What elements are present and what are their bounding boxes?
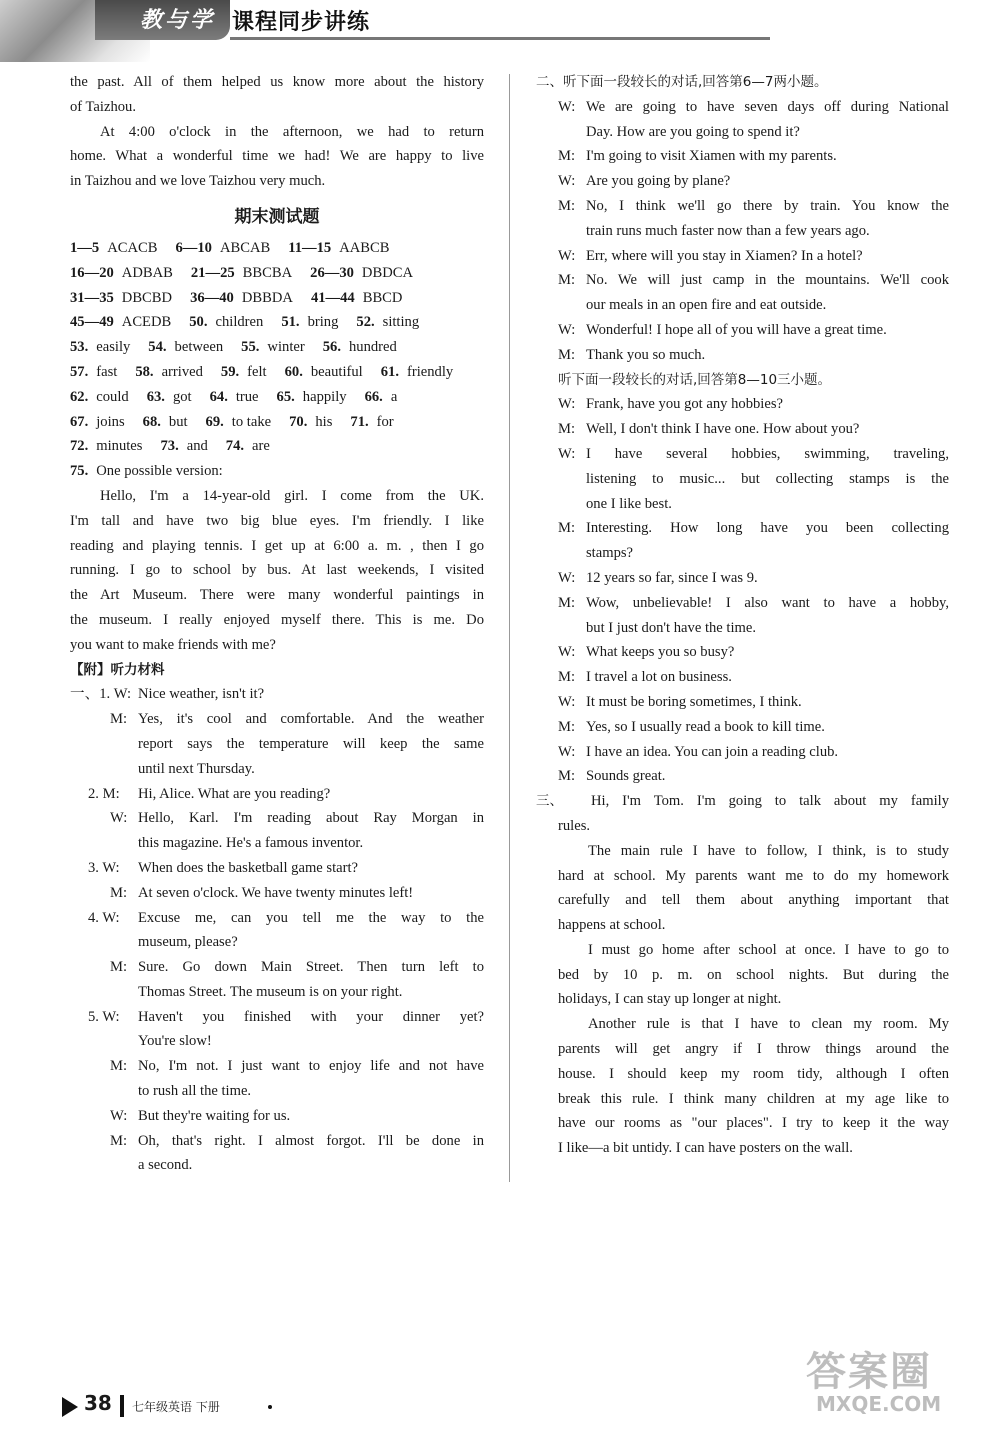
text-line: bed by 10 p. m. on school nights. But during the — [558, 966, 949, 983]
answer-number: 26—30 — [310, 264, 354, 281]
dialog-text: Hi, Alice. What are you reading? — [138, 785, 331, 802]
text-line: At 4:00 o'clock in the afternoon, we had to return — [100, 123, 484, 140]
answer-number: 74. — [225, 438, 245, 455]
speaker-label — [110, 1079, 138, 1104]
dialog-line — [536, 293, 949, 318]
dialog-line — [536, 591, 949, 616]
answer-number: 72. — [70, 438, 89, 455]
dialog-line — [70, 1054, 484, 1079]
speaker-label: M: — [558, 768, 576, 785]
speaker-label: M: — [110, 1058, 128, 1075]
speaker-label: M: — [558, 718, 576, 735]
dialog-line — [536, 715, 949, 740]
dialog-text: Nice weather, isn't it? — [138, 686, 265, 703]
dialog-turn — [70, 782, 484, 807]
page-number: 38 — [84, 1391, 112, 1415]
text-line: parents will get angry if I throw things around the — [558, 1041, 949, 1058]
answer-value: true — [235, 388, 259, 405]
dialog-line — [70, 1129, 484, 1154]
dialog-text: Wow, unbelievable! I also want to have a hobby, — [586, 594, 949, 611]
speaker-label: M: — [558, 148, 576, 165]
header-brand: 教与学 — [140, 7, 216, 33]
dialog-line — [536, 690, 949, 715]
appendix-label: 【附】听力材料 — [70, 661, 165, 678]
speaker-label — [110, 732, 138, 757]
dialog-line — [70, 707, 484, 732]
speaker-label: M: — [110, 711, 128, 728]
dialog-turn — [70, 955, 484, 1005]
story-ending-paragraph-1 — [70, 70, 484, 120]
answer-number: 65. — [276, 388, 295, 405]
dialog-line — [70, 980, 484, 1005]
dialog-text: our meals in an open fire and eat outside. — [586, 297, 827, 314]
dialog-text: No, I think we'll go there by train. You know the — [586, 197, 949, 214]
dialog-text: I have an idea. You can join a reading club. — [586, 743, 839, 760]
answer-row — [70, 286, 484, 311]
speaker-label — [110, 831, 138, 856]
answer-number: 63. — [146, 388, 165, 405]
dialog-line — [70, 782, 484, 807]
answer-value: beautiful — [310, 363, 363, 380]
dialog-turn — [70, 906, 484, 956]
speaker-label: 2. M: — [88, 785, 120, 802]
answer-row — [70, 335, 484, 360]
text-line: happens at school. — [558, 917, 666, 934]
dialog-text: Yes, so I usually read a book to kill time. — [586, 718, 825, 735]
watermark — [806, 1340, 982, 1420]
answer-number: 67. — [70, 413, 89, 430]
dialog-text: I'm going to visit Xiamen with my parents. — [586, 148, 837, 165]
dialog-line — [70, 955, 484, 980]
dialog-line — [536, 492, 949, 517]
dialog-text: Frank, have you got any hobbies? — [586, 396, 783, 413]
dialog-line — [536, 120, 949, 145]
dialog-line — [536, 516, 949, 541]
answer-value: to take — [231, 413, 272, 430]
answer-number: 69. — [205, 413, 224, 430]
answer-value: fast — [96, 363, 118, 380]
dialog-line — [536, 268, 949, 293]
dialog-text: Thank you so much. — [586, 346, 706, 363]
answer-value: BBCBA — [242, 264, 293, 281]
answer-number: 58. — [135, 363, 154, 380]
answer-number: 52. — [356, 314, 375, 331]
dialog-line — [70, 831, 484, 856]
speaker-label — [88, 930, 138, 955]
dialog-line — [536, 566, 949, 591]
text-line: carefully and tell them about anything important that — [558, 892, 949, 909]
dialog-line — [70, 732, 484, 757]
text-line — [536, 814, 949, 839]
dialog-text: Yes, it's cool and comfortable. And the weather — [138, 711, 484, 728]
answer-row — [70, 236, 484, 261]
book-title: 七年级英语 下册 — [132, 1400, 220, 1414]
text-line: hard at school. My parents want me to do my homework — [558, 867, 949, 884]
dialog-line — [536, 392, 949, 417]
speaker-label: M: — [558, 421, 576, 438]
dialog-line — [536, 169, 949, 194]
monologue-paragraph — [536, 839, 949, 938]
dialog-text: No, I'm not. I just want to enjoy life and not have — [138, 1058, 484, 1075]
speaker-label — [558, 541, 586, 566]
section-2-intro-2: 听下面一段较长的对话,回答第8—10三小题。 — [558, 371, 832, 388]
answer-value: friendly — [406, 363, 454, 380]
essay-line: I'm tall and have two big blue eyes. I'm friendly. I like — [70, 512, 484, 529]
answer-value: ADBAB — [121, 264, 173, 281]
dialog-line — [70, 1005, 484, 1030]
dialog-text: a second. — [138, 1157, 193, 1174]
speaker-label — [110, 757, 138, 782]
answer-row — [70, 261, 484, 286]
dialog-text: When does the basketball game start? — [138, 859, 359, 876]
dialog-text: It must be boring sometimes, I think. — [586, 693, 802, 710]
answer-number: 53. — [70, 339, 89, 356]
speaker-label — [110, 1153, 138, 1178]
answer-value: BBCD — [362, 289, 403, 306]
arrow-icon — [62, 1397, 78, 1417]
answer-value: AABCB — [339, 239, 390, 256]
dialog-line — [536, 417, 949, 442]
answer-number: 59. — [220, 363, 240, 380]
answer-number: 41—44 — [310, 289, 355, 306]
right-column — [536, 70, 949, 1161]
answer-number: 16—20 — [70, 264, 114, 281]
dialog-text: to rush all the time. — [138, 1083, 252, 1100]
text-line: The main rule I have to follow, I think, is to study — [588, 842, 949, 859]
answer-key — [70, 236, 484, 484]
speaker-label: W: — [558, 569, 576, 586]
dialog-line — [70, 1104, 484, 1129]
answer-number: 36—40 — [190, 289, 234, 306]
answer-number: 73. — [160, 438, 179, 455]
speaker-label: M: — [558, 669, 576, 686]
speaker-label: 3. W: — [88, 859, 120, 876]
answer-number: 75. — [70, 463, 89, 480]
answer-number: 1—5 — [70, 239, 100, 256]
dialog-text: listening to music... but collecting stamps is the — [586, 470, 949, 487]
speaker-label — [558, 219, 586, 244]
answer-number: 6—10 — [175, 239, 212, 256]
text-line: holidays, I can stay up longer at night. — [558, 991, 782, 1008]
dialog-text: No. We will just camp in the mountains. We'll cook — [586, 272, 949, 289]
answer-value: could — [96, 388, 129, 405]
answer-number: 21—25 — [190, 264, 235, 281]
text-line: in Taizhou and we love Taizhou very much. — [70, 173, 326, 190]
essay-line: the museum. I really enjoyed myself there. This is me. Do — [70, 611, 484, 628]
header-title: 课程同步讲练 — [232, 10, 371, 35]
answer-number: 45—49 — [70, 314, 114, 331]
speaker-label — [558, 492, 586, 517]
answer-number: 54. — [148, 339, 167, 356]
answer-value: for — [376, 413, 394, 430]
text-line: I must go home after school at once. I have to go to — [588, 941, 949, 958]
answer-value: between — [174, 339, 224, 356]
dialog-text: train runs much faster now than a few years ago. — [586, 222, 870, 239]
dialog-turn — [70, 881, 484, 906]
speaker-label: M: — [558, 272, 576, 289]
dialog-line — [536, 541, 949, 566]
dialog-line — [536, 95, 949, 120]
section-3-monologue — [536, 789, 949, 1161]
dialog-text: You're slow! — [138, 1033, 212, 1050]
dialog-text: Day. How are you going to spend it? — [586, 123, 800, 140]
speaker-label: W: — [558, 743, 576, 760]
dialog-line — [536, 343, 949, 368]
speaker-label — [558, 467, 586, 492]
dialog-text: I travel a lot on business. — [586, 669, 732, 686]
speaker-label: 一、1. W: — [70, 686, 132, 703]
text-line: break this rule. I think many children at my age like to — [558, 1090, 949, 1107]
listening-script-part-1 — [70, 682, 484, 1178]
answer-number: 62. — [70, 388, 89, 405]
answer-value: joins — [96, 413, 125, 430]
text-content: rules. — [558, 817, 591, 834]
answer-number: 71. — [350, 413, 369, 430]
answer-value: DBCBD — [121, 289, 173, 306]
speaker-label: 4. W: — [88, 909, 120, 926]
speaker-label: M: — [110, 884, 128, 901]
answer-number: 50. — [189, 314, 208, 331]
speaker-label — [558, 616, 586, 641]
page-header — [0, 0, 1000, 62]
text-line: have our rooms as "our places". I try to keep it the way — [558, 1115, 949, 1132]
answer-value: felt — [247, 363, 267, 380]
speaker-label: W: — [110, 810, 128, 827]
dialog-text: Excuse me, can you tell me the way to the — [138, 909, 484, 926]
dialog-text: I have several hobbies, swimming, traveling, — [586, 445, 949, 462]
answer-number: 60. — [284, 363, 303, 380]
dialog-line — [70, 1153, 484, 1178]
speaker-label — [558, 120, 586, 145]
answer-value: bring — [307, 314, 339, 331]
answer-value: easily — [96, 339, 131, 356]
speaker-label: 5. W: — [88, 1008, 120, 1025]
dialog-line — [536, 318, 949, 343]
speaker-label — [88, 1029, 138, 1054]
dialog-line — [70, 1029, 484, 1054]
speaker-label: M: — [558, 197, 576, 214]
dialog-text: Interesting. How long have you been collecting — [586, 520, 949, 537]
speaker-label: M: — [558, 346, 576, 363]
dialog-line — [70, 856, 484, 881]
dialog-text: We are going to have seven days off during National — [586, 98, 949, 115]
essay-line: reading and playing tennis. I get up at 6:00 a. m. , then I go — [70, 537, 484, 554]
speaker-label: M: — [110, 959, 128, 976]
watermark-logo: 答案圈 — [806, 1349, 932, 1395]
answer-value: arrived — [161, 363, 203, 380]
answer-number: 57. — [70, 363, 89, 380]
dialog-turn — [70, 856, 484, 881]
dialog-line — [70, 906, 484, 931]
dialog-turn — [70, 1054, 484, 1104]
column-divider — [509, 74, 510, 1182]
dialog-text: but I just don't have the time. — [586, 619, 757, 636]
answer-value: minutes — [96, 438, 143, 455]
dialog-text: one I like best. — [586, 495, 672, 512]
text-content: Hi, I'm Tom. I'm going to talk about my family — [591, 793, 949, 810]
answer-number: 31—35 — [70, 289, 114, 306]
essay-line: the Art Museum. There were many wonderful paintings in — [70, 587, 484, 604]
dialog-line — [70, 930, 484, 955]
dialog-line — [536, 219, 949, 244]
answer-row — [70, 385, 484, 410]
answer-row — [70, 459, 484, 484]
dialog-line — [536, 740, 949, 765]
section-3-label — [536, 814, 558, 839]
answer-number: 11—15 — [288, 239, 332, 256]
header-rule — [230, 37, 770, 40]
speaker-label: M: — [558, 520, 576, 537]
text-line: house. I should keep my room tidy, although I often — [558, 1065, 949, 1082]
dialog-text: At seven o'clock. We have twenty minutes left! — [138, 884, 414, 901]
answer-value: sitting — [382, 314, 420, 331]
footer-bar — [120, 1395, 124, 1417]
speaker-label: W: — [558, 396, 576, 413]
dialog-line — [536, 194, 949, 219]
answer-number: 68. — [142, 413, 161, 430]
dialog-hobbies — [536, 392, 949, 789]
answer-number: 70. — [289, 413, 308, 430]
answer-number: 66. — [364, 388, 383, 405]
speaker-label: W: — [558, 693, 576, 710]
dialog-turn — [70, 1104, 484, 1129]
dialog-line — [536, 764, 949, 789]
answer-value: DBDCA — [361, 264, 414, 281]
speaker-label: W: — [558, 321, 576, 338]
dialog-line — [536, 442, 949, 467]
dialog-text: stamps? — [586, 545, 634, 562]
dialog-text: until next Thursday. — [138, 760, 255, 777]
left-column — [70, 70, 484, 1178]
dialog-text: Haven't you finished with your dinner yet? — [138, 1008, 484, 1025]
dialog-text: Sure. Go down Main Street. Then turn left to — [138, 959, 484, 976]
text-line: I like—a bit untidy. I can have posters on the wall. — [558, 1140, 853, 1157]
dialog-text: Well, I don't think I have one. How about you? — [586, 421, 860, 438]
monologue-paragraph — [536, 938, 949, 1012]
answer-number: 64. — [209, 388, 228, 405]
dialog-line — [536, 616, 949, 641]
dialog-line — [70, 682, 484, 707]
answer-number: 56. — [322, 339, 341, 356]
dialog-text: report says the temperature will keep the same — [138, 735, 484, 752]
answer-value: but — [168, 413, 188, 430]
answer-value: DBBDA — [241, 289, 293, 306]
dialog-line — [536, 467, 949, 492]
answer-value: got — [172, 388, 192, 405]
answer-row — [70, 360, 484, 385]
text-line: home. What a wonderful time we had! We are happy to live — [70, 148, 484, 165]
watermark-url: MXQE.COM — [816, 1392, 942, 1416]
dialog-line — [536, 244, 949, 269]
text-line — [536, 789, 949, 814]
dialog-line — [70, 881, 484, 906]
speaker-label: W: — [558, 445, 576, 462]
dialog-text: Hello, Karl. I'm reading about Ray Morgan in — [138, 810, 484, 827]
story-ending-paragraph-2 — [70, 120, 484, 194]
answer-value: children — [215, 314, 264, 331]
answer-value: ACEDB — [121, 314, 172, 331]
speaker-label: W: — [558, 98, 576, 115]
dialog-text: this magazine. He's a famous inventor. — [138, 835, 364, 852]
dialog-turn — [70, 707, 484, 781]
dialog-text: Oh, that's right. I almost forgot. I'll be done in — [138, 1132, 484, 1149]
dialog-text: Are you going by plane? — [586, 173, 731, 190]
answer-value: and — [186, 438, 208, 455]
answer-value: his — [315, 413, 333, 430]
dialog-line — [536, 665, 949, 690]
answer-value: ABCAB — [219, 239, 271, 256]
text-line: of Taizhou. — [70, 98, 136, 115]
speaker-label: M: — [558, 594, 576, 611]
essay-line: running. I go to school by bus. At last weekends, I visited — [70, 562, 484, 579]
dialog-turn — [70, 682, 484, 707]
section-2-intro: 二、听下面一段较长的对话,回答第6—7两小题。 — [536, 74, 828, 90]
dialog-line — [536, 640, 949, 665]
essay-line: you want to make friends with me? — [70, 636, 276, 653]
speaker-label — [110, 980, 138, 1005]
dialog-line — [536, 144, 949, 169]
answer-value: One possible version: — [96, 463, 223, 480]
answer-number: 51. — [281, 314, 300, 331]
footer-dot — [268, 1405, 272, 1409]
dialog-text: 12 years so far, since I was 9. — [586, 569, 758, 586]
text-line: the past. All of them helped us know more about the history — [70, 74, 484, 90]
dialog-text: What keeps you so busy? — [586, 644, 735, 661]
dialog-national-day — [536, 95, 949, 368]
dialog-turn — [70, 1129, 484, 1179]
dialog-line — [70, 757, 484, 782]
answer-row — [70, 434, 484, 459]
dialog-text: Thomas Street. The museum is on your right. — [138, 983, 403, 1000]
answer-value: happily — [302, 388, 347, 405]
speaker-label: W: — [558, 173, 576, 190]
essay-line: Hello, I'm a 14-year-old girl. I come from the UK. — [100, 487, 484, 504]
answer-value: winter — [267, 339, 305, 356]
dialog-line — [70, 1079, 484, 1104]
dialog-turn — [70, 806, 484, 856]
answer-value: a — [390, 388, 398, 405]
dialog-text: museum, please? — [138, 934, 238, 951]
dialog-line — [70, 806, 484, 831]
speaker-label: M: — [110, 1132, 128, 1149]
answer-row — [70, 410, 484, 435]
dialog-text: Err, where will you stay in Xiamen? In a hotel? — [586, 247, 863, 264]
sample-essay — [70, 484, 484, 658]
dialog-text: But they're waiting for us. — [138, 1107, 291, 1124]
answer-value: hundred — [348, 339, 397, 356]
speaker-label — [558, 293, 586, 318]
answer-row — [70, 310, 484, 335]
dialog-text: Wonderful! I hope all of you will have a great time. — [586, 321, 887, 338]
speaker-label: W: — [558, 644, 576, 661]
answer-number: 55. — [241, 339, 260, 356]
answer-value: ACACB — [107, 239, 158, 256]
text-line: Another rule is that I have to clean my room. My — [588, 1016, 949, 1033]
section-title: 期末测试题 — [234, 206, 320, 227]
speaker-label: W: — [110, 1107, 128, 1124]
answer-value: are — [252, 438, 270, 455]
monologue-paragraph — [536, 1012, 949, 1161]
speaker-label: W: — [558, 247, 576, 264]
dialog-turn — [70, 1005, 484, 1055]
section-3-label: 三、 — [536, 793, 563, 810]
answer-number: 61. — [380, 363, 399, 380]
dialog-text: Sounds great. — [586, 768, 666, 785]
